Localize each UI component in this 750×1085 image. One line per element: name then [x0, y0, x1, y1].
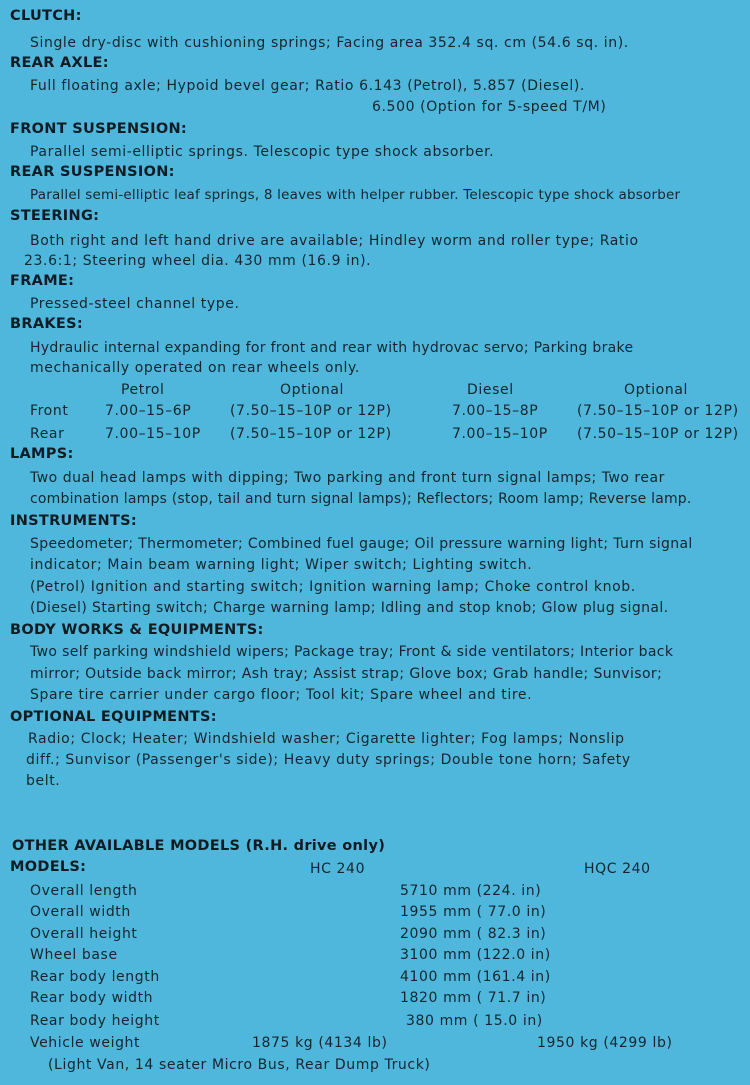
instruments-text-2: indicator; Main beam warning light; Wiper switch; Lighting switch. [30, 557, 533, 573]
rear-suspension-text: Parallel semi-elliptic leaf springs, 8 leaves with helper rubber. Telescopic type shock absorber [30, 187, 681, 203]
tire-row-diesel: 7.00–15–10P [452, 426, 548, 442]
body-works-text-3: Spare tire carrier under cargo floor; Tool kit; Spare wheel and tire. [30, 687, 533, 703]
model-a-name: HC 240 [310, 861, 366, 877]
vehicle-weight-label: Vehicle weight [30, 1035, 141, 1051]
tire-row-label: Rear [30, 426, 65, 442]
rear-axle-heading: REAR AXLE: [10, 55, 109, 71]
spec-label: Wheel base [30, 947, 118, 963]
spec-value: 2090 mm ( 82.3 in) [400, 926, 547, 942]
lamps-text-2: combination lamps (stop, tail and turn signal lamps); Reflectors; Room lamp; Reverse lamp. [30, 491, 692, 507]
tire-table-header-petrol: Petrol [121, 382, 165, 398]
lamps-heading: LAMPS: [10, 446, 74, 462]
instruments-text-3: (Petrol) Ignition and starting switch; Ignition warning lamp; Choke control knob. [30, 579, 636, 595]
body-works-heading: BODY WORKS & EQUIPMENTS: [10, 622, 264, 638]
spec-label: Rear body width [30, 990, 154, 1006]
clutch-text: Single dry-disc with cushioning springs; Facing area 352.4 sq. cm (54.6 sq. in). [30, 35, 629, 51]
brakes-text-2: mechanically operated on rear wheels only. [30, 360, 360, 376]
tire-table-header-diesel: Diesel [467, 382, 514, 398]
steering-text-1: Both right and left hand drive are available; Hindley worm and roller type; Ratio [30, 233, 639, 249]
spec-value: 4100 mm (161.4 in) [400, 969, 551, 985]
models-footnote: (Light Van, 14 seater Micro Bus, Rear Dump Truck) [48, 1057, 431, 1073]
frame-heading: FRAME: [10, 273, 75, 289]
optional-equipments-heading: OPTIONAL EQUIPMENTS: [10, 709, 217, 725]
steering-heading: STEERING: [10, 208, 100, 224]
spec-label: Overall height [30, 926, 138, 942]
lamps-text-1: Two dual head lamps with dipping; Two parking and front turn signal lamps; Two rear [30, 470, 665, 486]
tire-row-diesel: 7.00–15–8P [452, 403, 539, 419]
spec-label: Overall length [30, 883, 138, 899]
frame-text: Pressed-steel channel type. [30, 296, 240, 312]
tire-row-diesel-optional: (7.50–15–10P or 12P) [577, 403, 739, 419]
spec-value: 3100 mm (122.0 in) [400, 947, 551, 963]
vehicle-weight-model-b: 1950 kg (4299 lb) [537, 1035, 673, 1051]
instruments-text-1: Speedometer; Thermometer; Combined fuel gauge; Oil pressure warning light; Turn signal [30, 536, 693, 552]
front-suspension-heading: FRONT SUSPENSION: [10, 121, 187, 137]
rear-axle-option-text: 6.500 (Option for 5-speed T/M) [372, 99, 607, 115]
tire-table-header-optional-1: Optional [280, 382, 344, 398]
instruments-heading: INSTRUMENTS: [10, 513, 138, 529]
model-b-name: HQC 240 [584, 861, 651, 877]
other-models-heading: OTHER AVAILABLE MODELS (R.H. drive only) [12, 838, 386, 854]
spec-label: Rear body length [30, 969, 160, 985]
tire-row-petrol-optional: (7.50–15–10P or 12P) [230, 426, 392, 442]
tire-row-petrol: 7.00–15–10P [105, 426, 201, 442]
clutch-heading: CLUTCH: [10, 8, 82, 24]
instruments-text-4: (Diesel) Starting switch; Charge warning lamp; Idling and stop knob; Glow plug signal. [30, 600, 669, 616]
front-suspension-text: Parallel semi-elliptic springs. Telescopic type shock absorber. [30, 144, 495, 160]
vehicle-weight-model-a: 1875 kg (4134 lb) [252, 1035, 388, 1051]
rear-suspension-heading: REAR SUSPENSION: [10, 164, 175, 180]
optional-equipments-text-2: diff.; Sunvisor (Passenger's side); Heavy duty springs; Double tone horn; Safety [26, 752, 631, 768]
brakes-text-1: Hydraulic internal expanding for front and rear with hydrovac servo; Parking brake [30, 340, 634, 356]
tire-row-petrol: 7.00–15–6P [105, 403, 192, 419]
spec-value: 380 mm ( 15.0 in) [406, 1013, 543, 1029]
spec-label: Overall width [30, 904, 131, 920]
tire-row-petrol-optional: (7.50–15–10P or 12P) [230, 403, 392, 419]
optional-equipments-text-3: belt. [26, 773, 61, 789]
spec-value: 1820 mm ( 71.7 in) [400, 990, 547, 1006]
tire-row-label: Front [30, 403, 69, 419]
steering-text-2: 23.6:1; Steering wheel dia. 430 mm (16.9 in). [24, 253, 372, 269]
spec-label: Rear body height [30, 1013, 160, 1029]
body-works-text-1: Two self parking windshield wipers; Package tray; Front & side ventilators; Interior back [30, 644, 674, 660]
models-label: MODELS: [10, 859, 87, 875]
tire-row-diesel-optional: (7.50–15–10P or 12P) [577, 426, 739, 442]
spec-value: 5710 mm (224. in) [400, 883, 542, 899]
brakes-heading: BRAKES: [10, 316, 83, 332]
spec-value: 1955 mm ( 77.0 in) [400, 904, 547, 920]
tire-table-header-optional-2: Optional [624, 382, 688, 398]
optional-equipments-text-1: Radio; Clock; Heater; Windshield washer; Cigarette lighter; Fog lamps; Nonslip [28, 731, 625, 747]
body-works-text-2: mirror; Outside back mirror; Ash tray; Assist strap; Glove box; Grab handle; Sunvisor; [30, 666, 663, 682]
rear-axle-text: Full floating axle; Hypoid bevel gear; Ratio 6.143 (Petrol), 5.857 (Diesel). [30, 78, 585, 94]
